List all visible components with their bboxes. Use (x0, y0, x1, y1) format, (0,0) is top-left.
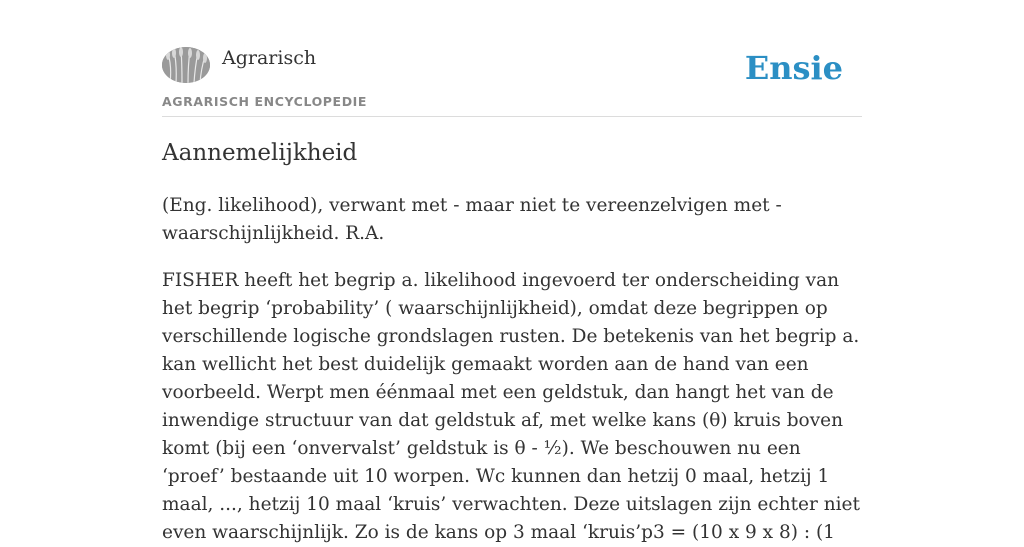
ensie-logo-link[interactable]: Ensie (744, 49, 843, 87)
article-title: Aannemelijkheid (162, 140, 358, 166)
publication-subtitle[interactable]: AGRARISCH ENCYCLOPEDIE (162, 94, 368, 109)
wheat-field-icon[interactable] (162, 47, 210, 83)
article-paragraph: FISHER heeft het begrip a. likelihood ingevoerd ter onderscheiding van het begrip ‘probability’ ( waarschijnlijkheid), omdat deze begrippen op verschillende logische grondslagen rusten. De betekenis van het begrip a. kan wellicht het best duidelijk gemaakt worden aan de hand van een voorbeeld. Werpt men éénmaal met een geldstuk, dan hangt het van de inwendige structuur van dat geldstuk af, met welke kans (θ) kruis boven komt (bij een ‘onvervalst’ geldstuk is θ - ½). We beschouwen nu een ‘proef’ bestaande uit 10 worpen. Wc kunnen dan hetzij 0 maal, hetzij 1 maal, ..., hetzij 10 maal ‘kruis’ verwachten. Deze uitslagen zijn echter niet even waarschijnlijk. Zo is de kans op 3 maal ‘kruis’p3 = (10 x 9 x 8) : (1 (162, 270, 860, 543)
site-header (162, 45, 862, 117)
publication-name[interactable]: Agrarisch (222, 47, 317, 69)
article-paragraph: (Eng. likelihood), verwant met - maar niet te vereenzelvigen met - waarschijnlijkheid. R.A. (162, 195, 782, 244)
